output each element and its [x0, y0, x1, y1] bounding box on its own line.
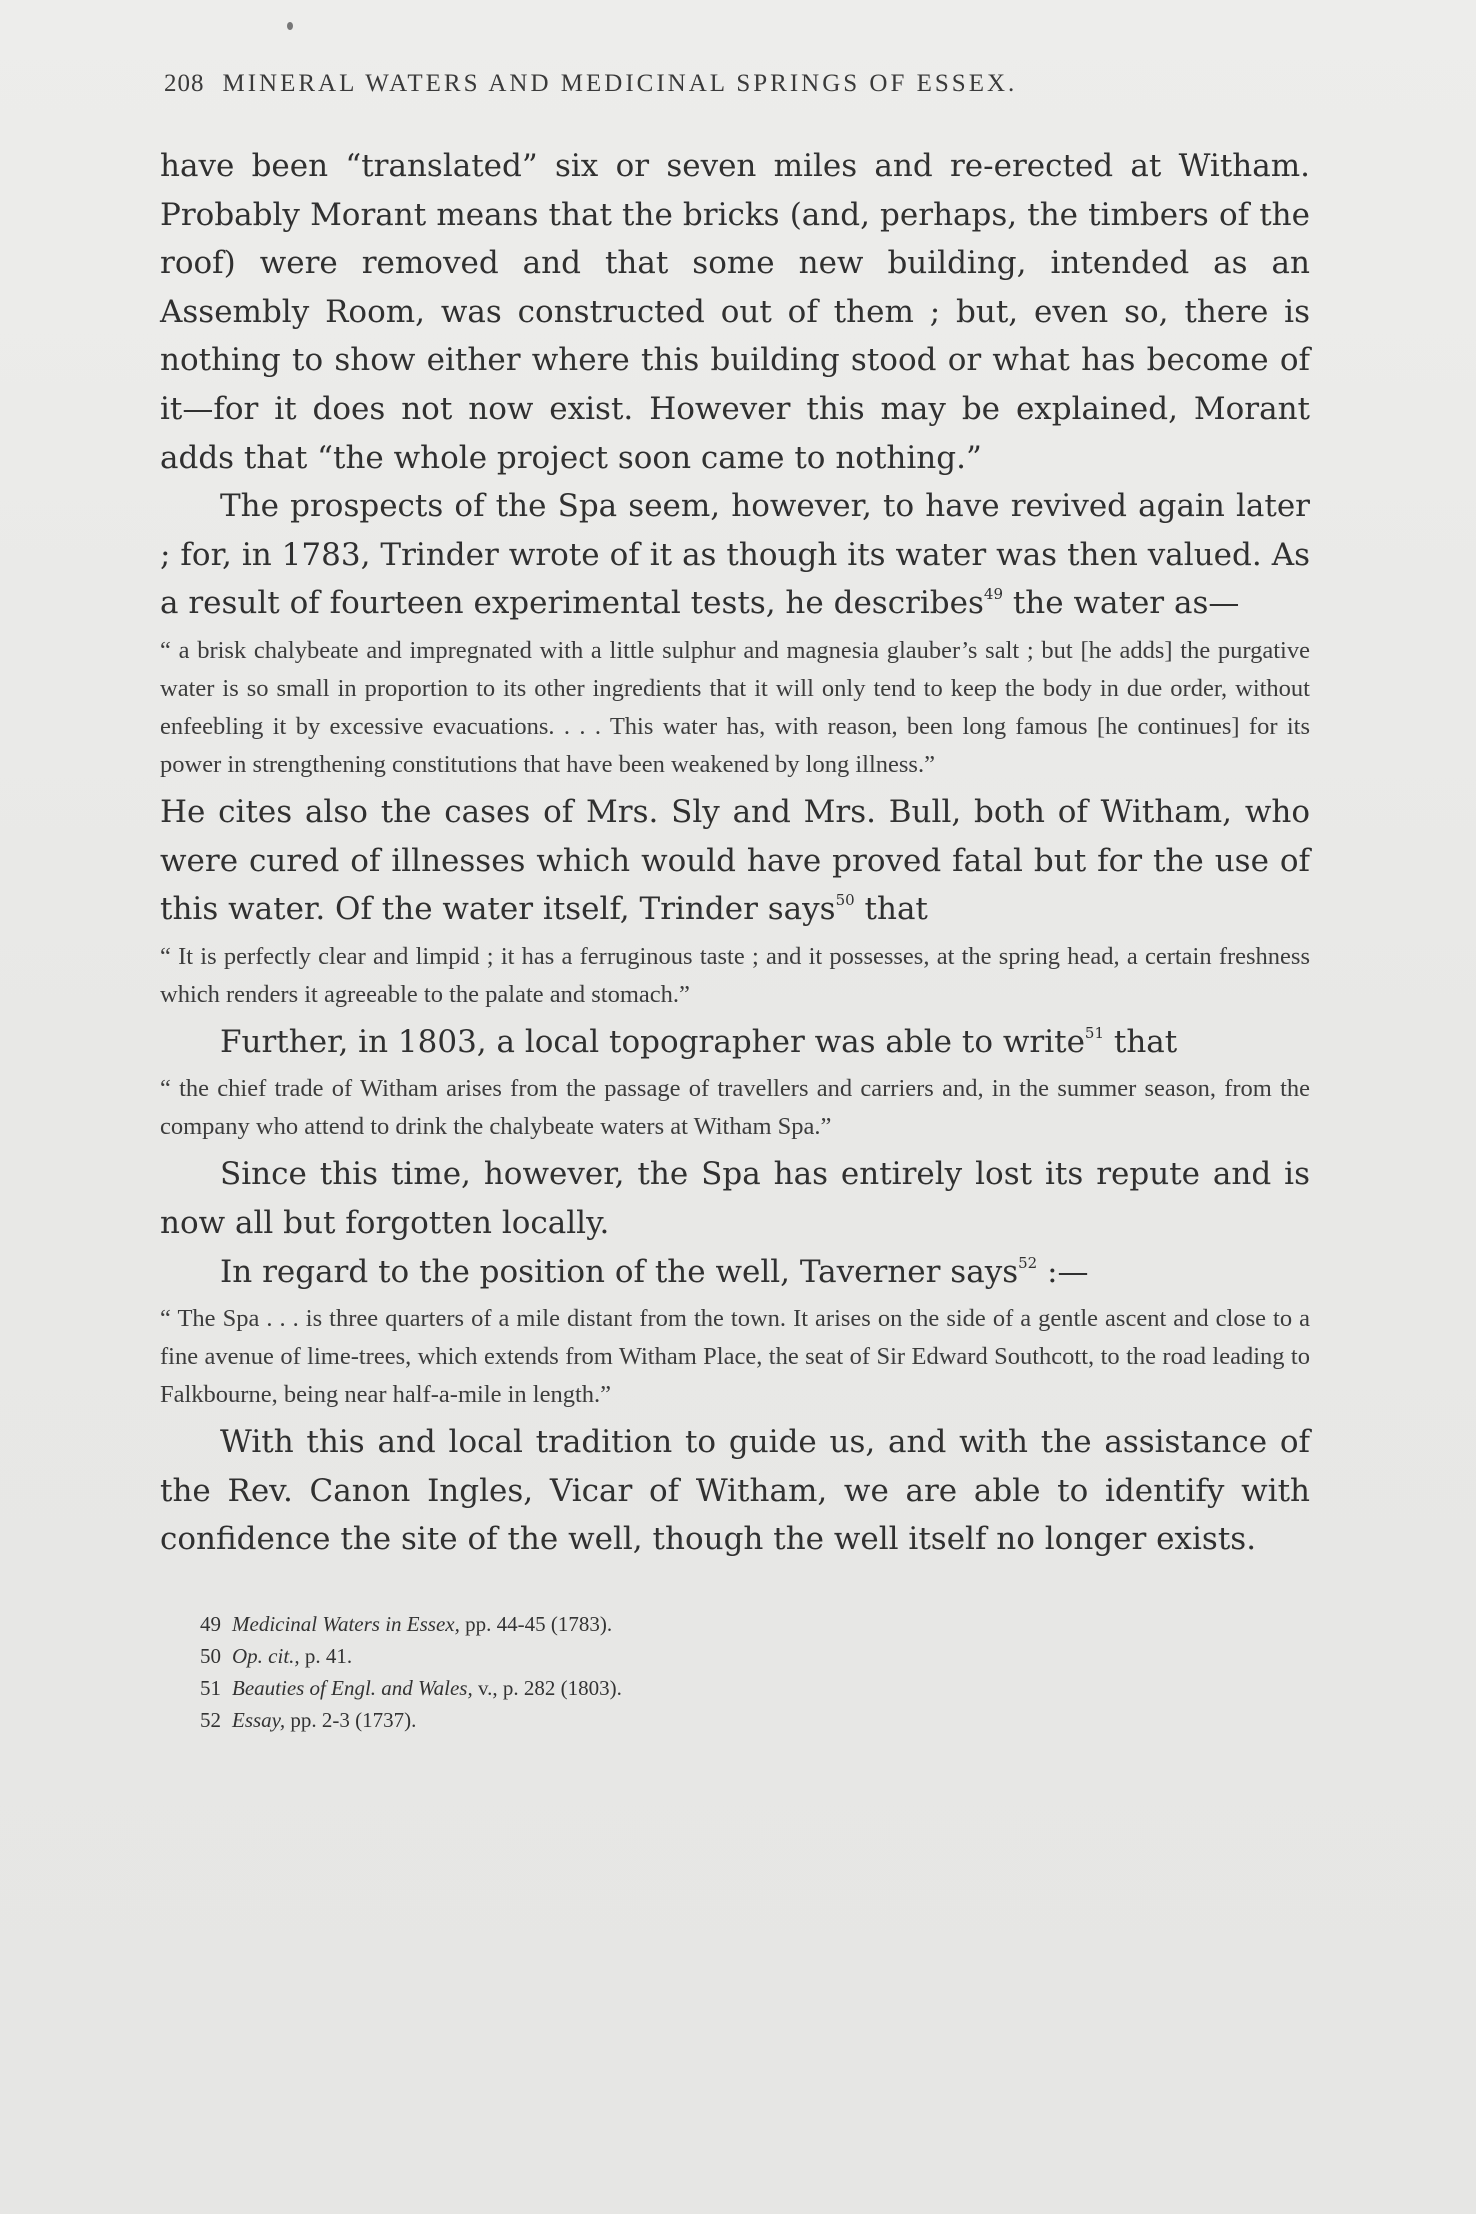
- ink-speck: [287, 22, 293, 30]
- paragraph-2: The prospects of the Spa seem, however, to have revived again later ; for, in 1783, Trinder wrote of it as though its water was then valued. As a result of fourteen experimental tests, he describes$^{49}$ the water as—: [160, 488, 1310, 622]
- running-title: MINERAL WATERS AND MEDICINAL SPRINGS OF ESSEX.: [222, 70, 1018, 97]
- page-content: [160, 70, 1310, 1736]
- quote-trinder-2: “ It is perfectly clear and limpid ; it has a ferruginous taste ; and it possesses, at the spring head, a certain freshness which renders it agreeable to the palate and stomach.”: [160, 942, 1310, 1008]
- footnote-52: 52 Essay, pp. 2-3 (1737).: [200, 1707, 417, 1732]
- page-number: 208: [164, 70, 205, 97]
- footnote-49: 49 Medicinal Waters in Essex, pp. 44-45 (1783).: [200, 1611, 613, 1636]
- footnote-ref-52: 52: [1018, 1253, 1038, 1272]
- quote-taverner: “ The Spa . . . is three quarters of a mile distant from the town. It arises on the side of a gentle ascent and close to a fine avenue of lime-trees, which extends from Witham Place, the seat of Sir Edward Southcott, to the road leading to Falkbourne, being near half-a-mile in length.”: [160, 1305, 1310, 1409]
- paragraph-1: have been “translated” six or seven miles and re-erected at Witham. Probably Morant means that the bricks (and, perhaps, the timbers of the roof) were removed and that some new building, intended as an Assembly Room, was constructed out of them ; but, even so, there is nothing to show either where this building stood or what has become of it—for it does not now exist. However this may be explained, Morant adds that “the whole project soon came to nothing.”: [160, 148, 1310, 476]
- running-header: [164, 70, 1310, 98]
- footnotes: [200, 1608, 1310, 1736]
- footnote-ref-49: 49: [983, 585, 1003, 604]
- paragraph-7: With this and local tradition to guide us, and with the assistance of the Rev. Canon Ingles, Vicar of Witham, we are able to identify with confidence the site of the well, though the well itself no longer exists.: [160, 1424, 1310, 1558]
- footnote-ref-51: 51: [1084, 1023, 1105, 1042]
- quote-trinder-1: “ a brisk chalybeate and impregnated with a little sulphur and magnesia glauber’s salt ; but [he adds] the purgative water is so small in proportion to its other ingredients that it will only tend to keep the body in due order, without enfeebling it by excessive evacuations. . . . This water has, with reason, been long famous [he continues] for its power in strengthening constitutions that have been weakened by long illness.”: [160, 636, 1310, 778]
- footnote-51: 51 Beauties of Engl. and Wales, v., p. 282 (1803).: [200, 1675, 622, 1700]
- quote-topographer: “ the chief trade of Witham arises from the passage of travellers and carriers and, in the summer season, from the company who attend to drink the chalybeate waters at Witham Spa.”: [160, 1075, 1310, 1141]
- paragraph-3: He cites also the cases of Mrs. Sly and Mrs. Bull, both of Witham, who were cured of illnesses which would have proved fatal but for the use of this water. Of the water itself, Trinder says$^{50}$ that: [160, 793, 1310, 928]
- paragraph-5: Since this time, however, the Spa has entirely lost its repute and is now all but forgotten locally.: [160, 1156, 1310, 1241]
- paragraph-6: In regard to the position of the well, Taverner says$^{52}$ :—: [220, 1253, 1089, 1290]
- footnote-ref-50: 50: [835, 891, 855, 910]
- footnote-50: 50 Op. cit., p. 41.: [200, 1643, 353, 1668]
- paragraph-4: Further, in 1803, a local topographer was able to write$^{51}$ that: [220, 1023, 1178, 1060]
